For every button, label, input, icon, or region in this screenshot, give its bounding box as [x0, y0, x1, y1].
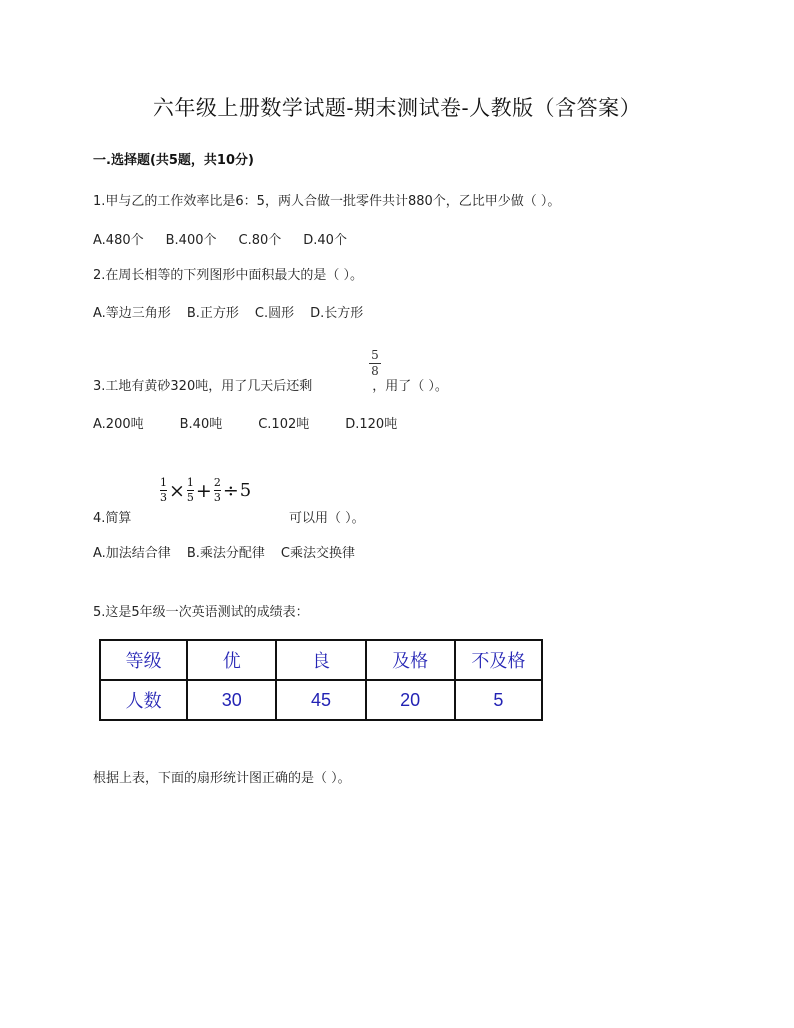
q1-option-a: A.480个: [93, 233, 144, 248]
expr-f2-den: 5: [186, 491, 194, 504]
expr-number: 5: [239, 480, 252, 501]
q3-text-after: ，用了（ ）。: [372, 379, 448, 394]
q4-expression: [159, 477, 251, 513]
expr-fraction-1: [160, 477, 167, 504]
divide-operator: ÷: [222, 479, 239, 502]
q4-option-a: A.加法结合律: [93, 546, 171, 561]
table-cell: 5: [455, 680, 542, 720]
q3-fraction-numerator: 5: [371, 348, 379, 362]
q1-option-d: D.40个: [303, 233, 347, 248]
q3-fraction: [368, 349, 382, 378]
table-header-row: [100, 640, 542, 680]
q2-option-b: B.正方形: [186, 306, 239, 321]
q3-option-a: A.200吨: [93, 417, 144, 432]
q2-option-d: D.长方形: [310, 306, 364, 321]
table-row: [100, 680, 542, 720]
page-title: 六年级上册数学试题-期末测试卷-人教版（含答案）: [152, 96, 642, 120]
expr-f3-num: 2: [213, 476, 221, 489]
q3-fraction-denominator: 8: [371, 364, 379, 378]
table-cell: 优: [187, 640, 276, 680]
q3-option-d: D.120吨: [345, 417, 398, 432]
q3-text-before: 3.工地有黄砂320吨，用了几天后还剩: [93, 379, 313, 394]
q2-option-c: C.圆形: [254, 306, 295, 321]
question-2-options: [93, 302, 379, 321]
plus-operator: +: [195, 479, 212, 502]
q3-option-b: B.40吨: [179, 417, 223, 432]
question-1-options: [93, 229, 369, 248]
question-3-options: [93, 413, 433, 432]
expr-f2-num: 1: [186, 476, 194, 489]
times-operator: ×: [169, 479, 185, 502]
expr-f3-den: 3: [213, 491, 221, 504]
table-cell: 及格: [366, 640, 455, 680]
question-2-text: 2.在周长相等的下列图形中面积最大的是（ ）。: [93, 268, 364, 283]
question-1-text: 1.甲与乙的工作效率比是6：5，两人合做一批零件共计880个，乙比甲少做（ ）。: [93, 194, 561, 209]
expr-f1-den: 3: [160, 491, 167, 504]
question-5-followup: 根据上表，下面的扇形统计图正确的是（ ）。: [93, 771, 351, 786]
q1-option-b: B.400个: [165, 233, 217, 248]
q4-text-after: 可以用（ ）。: [289, 511, 365, 526]
q4-text-before: 4.简算: [93, 511, 132, 526]
q4-option-c: C乘法交换律: [280, 546, 355, 561]
q4-option-b: B.乘法分配律: [186, 546, 265, 561]
table-cell: 等级: [100, 640, 187, 680]
expr-f1-num: 1: [160, 476, 167, 489]
table-cell: 人数: [100, 680, 187, 720]
question-3-text: [93, 375, 448, 394]
table-cell: 不及格: [455, 640, 542, 680]
table-cell: 30: [187, 680, 276, 720]
section-heading: 一.选择题(共5题，共10分): [93, 153, 254, 168]
table-cell: 良: [276, 640, 365, 680]
question-5-text: 5.这是5年级一次英语测试的成绩表：: [93, 605, 309, 620]
table-cell: 45: [276, 680, 365, 720]
q1-option-c: C.80个: [238, 233, 282, 248]
q2-option-a: A.等边三角形: [93, 306, 171, 321]
grades-table: [99, 639, 543, 721]
expr-fraction-2: [187, 477, 194, 504]
question-4-options: [93, 542, 371, 561]
q3-option-c: C.102吨: [258, 417, 310, 432]
expr-fraction-3: [214, 477, 221, 504]
table-cell: 20: [366, 680, 455, 720]
